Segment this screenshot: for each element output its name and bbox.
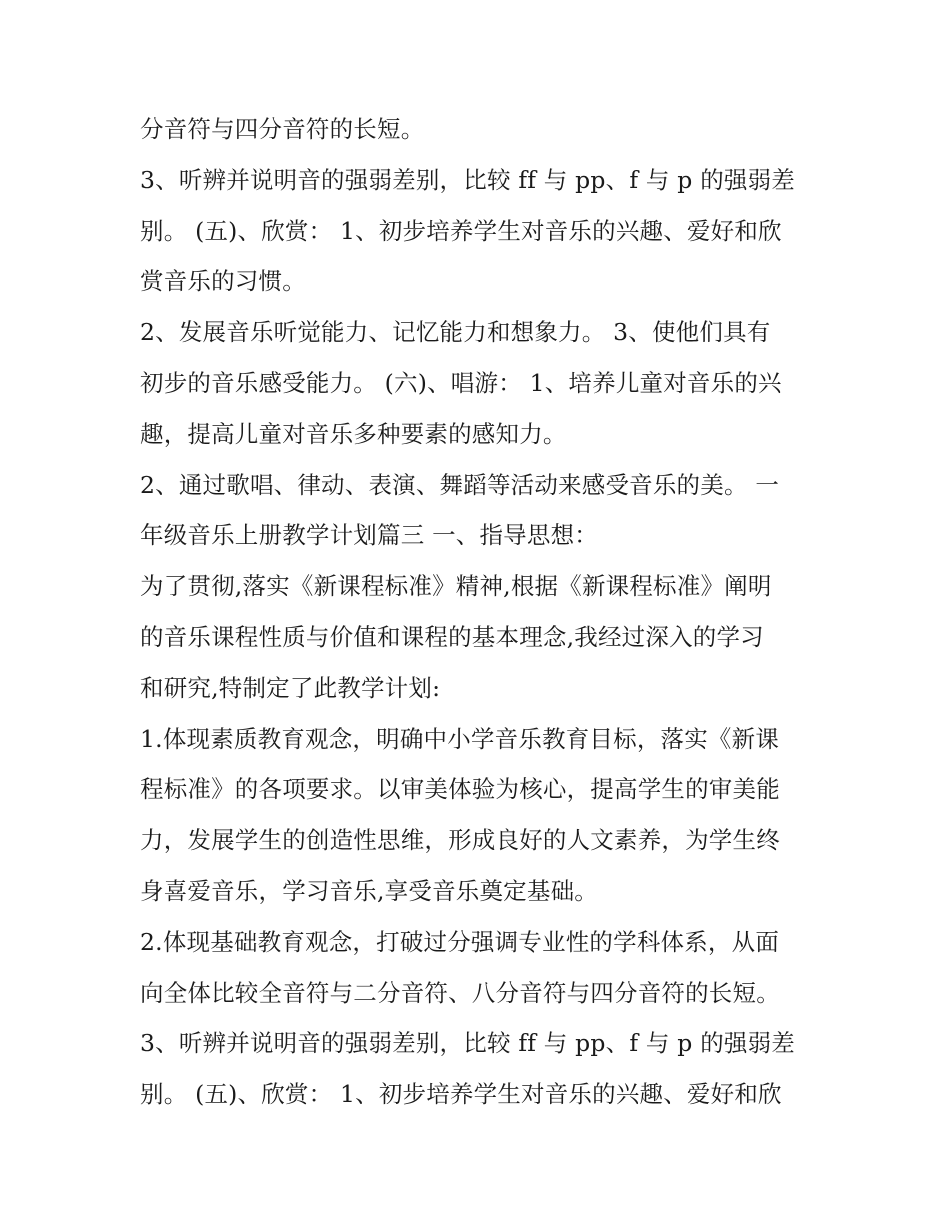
- text-line: 2、发展音乐听觉能力、记忆能力和想象力。 3、使他们具有: [140, 318, 771, 347]
- text-line: 力，发展学生的创造性思维，形成良好的人文素养，为学生终: [140, 826, 780, 855]
- text-line: 1.体现素质教育观念，明确中小学音乐教育目标，落实《新课: [140, 724, 780, 753]
- text-line: 程标准》的各项要求。以审美体验为核心，提高学生的审美能: [140, 775, 780, 804]
- text-line: 身喜爱音乐，学习音乐,享受音乐奠定基础。: [140, 876, 598, 905]
- text-line: 年级音乐上册教学计划篇三 一、指导思想：: [140, 521, 598, 550]
- text-line: 别。 (五)、欣赏： 1、初步培养学生对音乐的兴趣、爱好和欣: [140, 216, 782, 245]
- text-line: 为了贯彻,落实《新课程标准》精神,根据《新课程标准》阐明: [140, 572, 772, 601]
- text-line: 3、听辨并说明音的强弱差别，比较 ff 与 pp、f 与 p 的强弱差: [140, 1029, 795, 1058]
- text-line: 分音符与四分音符的长短。: [140, 115, 425, 143]
- text-line: 2、通过歌唱、律动、表演、舞蹈等活动来感受音乐的美。 一: [140, 470, 780, 499]
- text-line: 初步的音乐感受能力。 (六)、唱游： 1、培养儿童对音乐的兴: [140, 368, 782, 397]
- text-line: 别。 (五)、欣赏： 1、初步培养学生对音乐的兴趣、爱好和欣: [140, 1080, 782, 1109]
- text-line: 赏音乐的习惯。: [140, 267, 306, 296]
- text-line: 向全体比较全音符与二分音符、八分音符与四分音符的长短。: [140, 978, 780, 1007]
- text-line: 3、听辨并说明音的强弱差别，比较 ff 与 pp、f 与 p 的强弱差: [140, 165, 795, 194]
- text-line: 和研究,特制定了此教学计划:: [140, 673, 441, 702]
- document-body: [140, 104, 830, 1120]
- text-line: 趣，提高儿童对音乐多种要素的感知力。: [140, 419, 567, 448]
- text-line: 的音乐课程性质与价值和课程的基本理念,我经过深入的学习: [140, 622, 764, 651]
- text-line: 2.体现基础教育观念，打破过分强调专业性的学科体系，从面: [140, 927, 780, 956]
